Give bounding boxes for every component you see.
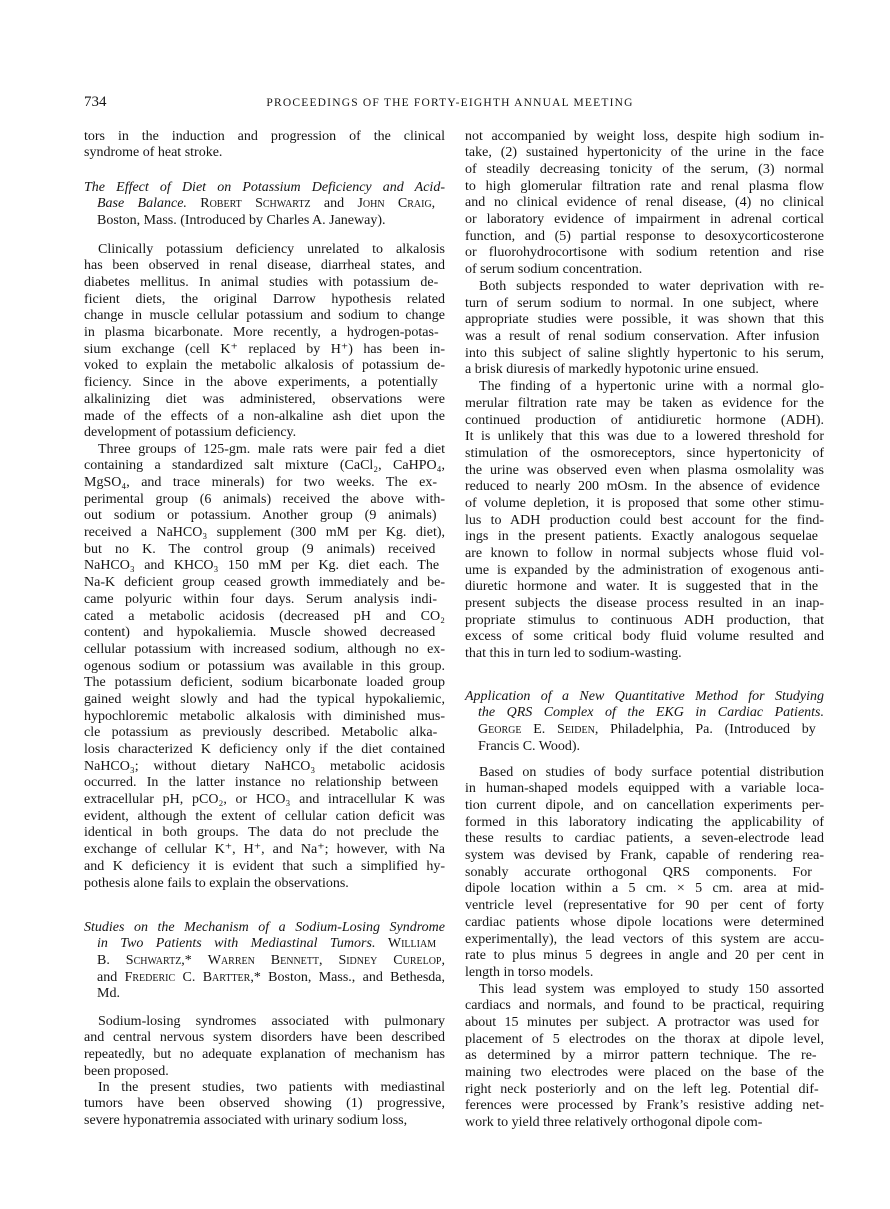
line-text: right neck posteriorly and on the left leg. Potential dif- [465, 1081, 819, 1097]
line-text: The potassium deficient, sodium bicarbonate loaded group [84, 675, 445, 691]
title-text: The Effect of Diet on Potassium Deficiency and Acid- [84, 179, 445, 195]
text-line [465, 446, 824, 463]
title-text: Base Balance. [97, 196, 187, 212]
text-line [465, 296, 824, 313]
line-text: ume is expanded by the administration of exogenous anti- [465, 562, 824, 578]
text-line [465, 613, 824, 630]
line-text: and K deficiency it is evident that such a simplified hy- [84, 858, 445, 874]
line-text: gained weight slowly and had the typical hypokaliemic, [84, 691, 445, 707]
line-text: It is unlikely that this was due to a lowered threshold for [465, 429, 824, 445]
line-text: pothesis alone fails to explain the observations. [84, 875, 349, 891]
text-line [465, 965, 824, 982]
line-text: rate to plus minus 5 degrees in angle and 20 per cent in [465, 948, 824, 964]
line-text: system was devised by Frank, capable of rendering rea- [465, 848, 824, 864]
text-line [84, 775, 445, 792]
line-text: In the present studies, two patients with mediastinal [98, 1079, 445, 1095]
line-text [97, 213, 386, 230]
line-text: ferences were processed by Frank’s resistive adding net- [465, 1098, 824, 1114]
line-text: containing a standardized salt mixture (CaCl₂, CaHPO₄, [84, 458, 445, 474]
text-line [465, 479, 824, 496]
line-text [97, 986, 120, 1003]
text-line [84, 525, 445, 542]
text-line [84, 1113, 445, 1130]
text-line [465, 739, 824, 756]
line-text: sonably accurate orthogonal QRS components. For [465, 864, 812, 880]
line-text: Clinically potassium deficiency unrelated to alkalosis [98, 241, 445, 257]
author-name: Bartter [202, 969, 251, 985]
line-text: Both subjects responded to water deprivation with re- [479, 278, 824, 294]
paragraph [84, 1014, 445, 1081]
text-line [84, 292, 445, 309]
text-line [465, 195, 824, 212]
line-text: function, and (5) partial response to desoxycorticosterone [465, 228, 824, 244]
text-line [465, 563, 824, 580]
text-line [84, 609, 445, 626]
line-text: Based on studies of body surface potential distribution [479, 764, 824, 780]
line-text: content) and hypokaliemia. Muscle showed decreased [84, 625, 436, 641]
text-line [465, 529, 824, 546]
plain-text: B. [97, 953, 126, 969]
text-line [465, 396, 824, 413]
line-text: ficient diets, the original Darrow hypothesis related [84, 291, 445, 307]
text-line [465, 579, 824, 596]
text-line [465, 1115, 824, 1132]
plain-text: Boston, Mass. (Introduced by Charles A. Janeway). [97, 213, 386, 229]
line-text: evident, although the extent of cellular cation deficit was [84, 808, 445, 824]
line-text: and no clinical evidence of renal disease, (4) no clinical [465, 195, 824, 211]
abstract-heading [84, 920, 445, 1003]
text-line [84, 970, 445, 987]
line-text: in plasma bicarbonate. More recently, a hydrogen-potas- [84, 325, 439, 341]
text-line [84, 242, 445, 259]
line-text: to high glomerular filtration rate and renal plasma flow [465, 178, 824, 194]
line-text: development of potassium deficiency. [84, 425, 297, 441]
author-name: Sidney Curelop [338, 953, 442, 969]
text-line [465, 413, 824, 430]
text-line [84, 725, 445, 742]
line-text: excess of some critical body fluid volume resulted and [465, 629, 824, 645]
line-text: syndrome of heat stroke. [84, 145, 223, 161]
text-line [465, 881, 824, 898]
text-line [465, 722, 824, 739]
line-text: cle potassium as previously described. Metabolic alka- [84, 725, 438, 741]
line-text [97, 936, 436, 953]
plain-text: , Philadelphia, Pa. (Introduced by [594, 722, 816, 738]
line-text: work to yield three relatively orthogonal dipole com- [465, 1115, 763, 1131]
text-line [84, 458, 445, 475]
text-line [465, 705, 824, 722]
line-text [97, 196, 435, 213]
text-line [84, 409, 445, 426]
line-text [478, 739, 580, 756]
text-line [84, 759, 445, 776]
line-text: appropriate studies were possible, it was shown that this [465, 312, 824, 328]
paragraph [465, 129, 824, 279]
author-name: Robert Schwartz [200, 196, 311, 212]
text-line [84, 709, 445, 726]
text-line [465, 429, 824, 446]
line-text: cellular potassium with increased sodium, although no ex- [84, 641, 445, 657]
text-line [465, 129, 824, 146]
line-text: NaHCO₃ and KHCO₃ 150 mM per Kg. diet each. The [84, 558, 440, 574]
text-line [84, 1014, 445, 1031]
line-text [478, 705, 824, 722]
plain-text [375, 936, 387, 951]
text-line [84, 475, 445, 492]
text-line [84, 358, 445, 375]
text-line [84, 196, 445, 213]
plain-text: , [441, 953, 445, 969]
line-text: and central nervous system disorders have been described [84, 1030, 445, 1046]
page-number: 734 [84, 94, 107, 110]
text-line [465, 596, 824, 613]
text-line [84, 180, 445, 197]
text-line [465, 513, 824, 530]
text-line [465, 915, 824, 932]
text-line [465, 798, 824, 815]
abstract-heading [465, 689, 824, 756]
text-line [465, 346, 824, 363]
plain-text [187, 196, 200, 211]
text-line [84, 542, 445, 559]
text-line [84, 842, 445, 859]
line-text: placement of 5 electrodes on the thorax at dipole level, [465, 1031, 824, 1047]
text-line [465, 1065, 824, 1082]
plain-text: , [319, 953, 339, 969]
text-line [465, 496, 824, 513]
author-name: George E. Seiden [478, 722, 595, 738]
text-line [465, 1098, 824, 1115]
plain-text: , [431, 196, 436, 212]
line-text: identical in both groups. The data do not preclude the [84, 825, 439, 841]
text-line [84, 508, 445, 525]
text-line [84, 675, 445, 692]
title-text: in Two Patients with Mediastinal Tumors. [97, 936, 376, 952]
text-line [84, 492, 445, 509]
text-line [84, 442, 445, 459]
paragraph [465, 982, 824, 1132]
line-text: ings in the present patients. Exactly analogous sequelae [465, 529, 818, 545]
text-line [84, 936, 445, 953]
line-text: these results to cardiac patients, a seven-electrode lead [465, 831, 824, 847]
line-text: that this in turn led to sodium-wasting. [465, 646, 682, 662]
line-text: of serum sodium concentration. [465, 262, 643, 278]
line-text [478, 722, 816, 739]
line-text: as determined by a mirror pattern technique. The re- [465, 1048, 817, 1064]
text-line [465, 932, 824, 949]
line-text: perimental group (6 animals) received the above with- [84, 491, 445, 507]
line-text: occurred. In the latter instance no relationship between [84, 775, 439, 791]
paragraph [84, 1080, 445, 1130]
text-line [84, 1096, 445, 1113]
line-text: dipole location within a 5 cm. × 5 cm. area at mid- [465, 881, 824, 897]
text-line [465, 765, 824, 782]
text-line [465, 312, 824, 329]
text-line [84, 825, 445, 842]
author-name: William [387, 936, 437, 952]
text-line [84, 325, 445, 342]
text-line [84, 592, 445, 609]
line-text [84, 180, 445, 197]
line-text: severe hyponatremia associated with urinary sodium loss, [84, 1113, 408, 1129]
line-text: about 15 minutes per subject. A protractor was used for [465, 1015, 820, 1031]
line-text [97, 953, 445, 970]
line-text: cated a metabolic acidosis (decreased pH and CO₂ [84, 608, 445, 624]
line-text [84, 920, 445, 937]
line-text: ogenous sodium or potassium was available in this group. [84, 658, 445, 674]
plain-text: C. [175, 969, 203, 985]
line-text: in human-shaped models equipped with a variable loca- [465, 781, 824, 797]
plain-text: and [97, 969, 125, 985]
text-line [84, 392, 445, 409]
line-text: turn of serum sodium to normal. In one subject, where [465, 295, 819, 311]
line-text: been proposed. [84, 1063, 169, 1079]
line-text: the urine was observed even when plasma osmolality was [465, 462, 824, 478]
text-line [465, 1032, 824, 1049]
line-text: into this subject of saline slightly hypertonic to his serum, [465, 345, 824, 361]
line-text: extracellular pH, pCO₂, or HCO₃ and intracellular K was [84, 792, 445, 808]
line-text: tumors have been observed showing (1) progressive, [84, 1096, 445, 1112]
line-text: alkalinizing diet was administered, observations were [84, 391, 445, 407]
line-text: voked to explain the metabolic alkalosis of potassium de- [84, 358, 445, 374]
text-line [465, 245, 824, 262]
line-text [97, 970, 445, 987]
line-text: formed in this laboratory indicating the applicability of [465, 814, 824, 830]
text-line [84, 920, 445, 937]
author-name: Schwartz [125, 953, 182, 969]
text-line [465, 162, 824, 179]
text-line [84, 792, 445, 809]
text-line [465, 379, 824, 396]
plain-text: Md. [97, 986, 120, 1002]
line-text: change in muscle cellular potassium and sodium to change [84, 308, 445, 324]
text-line [84, 129, 445, 146]
line-text: exchange of cellular K⁺, H⁺, and Na⁺; however, with Na [84, 842, 445, 858]
line-text: diabetes mellitus. In animal studies with potassium de- [84, 275, 439, 291]
text-line [465, 145, 824, 162]
text-line [84, 425, 445, 442]
text-line [465, 998, 824, 1015]
line-text: are known to follow in normal subjects whose fluid vol- [465, 546, 824, 562]
line-text: not accompanied by weight loss, despite high sodium in- [465, 128, 824, 144]
text-line [84, 986, 445, 1003]
text-line [465, 982, 824, 999]
line-text: repeatedly, but no adequate explanation of mechanism has [84, 1047, 445, 1063]
line-text: Na-K deficient group ceased growth immediately and be- [84, 575, 445, 591]
line-text: received a NaHCO₃ supplement (300 mM per Kg. diet), [84, 525, 445, 541]
line-text: has been observed in renal disease, diarrheal states, and [84, 258, 445, 274]
author-name: John Craig [357, 196, 432, 212]
paragraph [465, 379, 824, 663]
line-text: made of the effects of a non-alkaline ash diet upon the [84, 408, 445, 424]
line-text: losis characterized K deficiency only if the diet contained [84, 742, 445, 758]
text-line [84, 953, 445, 970]
text-line [84, 575, 445, 592]
line-text [465, 689, 824, 706]
line-text: length in torso models. [465, 964, 594, 980]
plain-text: ,* [181, 953, 208, 969]
line-text: ficiency. Since in the above experiments, a potentially [84, 375, 438, 391]
text-line [84, 692, 445, 709]
text-line [465, 212, 824, 229]
line-text: Three groups of 125-gm. male rats were pair fed a diet [98, 441, 445, 457]
line-text: of steadily decreasing tonicity of the serum, (3) normal [465, 162, 824, 178]
line-text: propriate stimulus to continuous ADH production, that [465, 612, 824, 628]
text-line [465, 229, 824, 246]
text-line [84, 1030, 445, 1047]
text-line [84, 859, 445, 876]
paragraph [84, 442, 445, 893]
line-text: continued production of antidiuretic hormone (ADH). [465, 412, 824, 428]
text-line [84, 659, 445, 676]
paragraph [465, 765, 824, 982]
text-line [84, 876, 445, 893]
text-line [465, 898, 824, 915]
text-line [84, 213, 445, 230]
text-line [465, 546, 824, 563]
line-text: cardiac patients whose dipole locations were determined [465, 914, 824, 930]
line-text: maining two electrodes were placed on the base of the [465, 1065, 824, 1081]
paragraph [84, 129, 445, 162]
text-line [465, 279, 824, 296]
text-line [465, 362, 824, 379]
line-text: of volume depletion, it is proposed that some other stimu- [465, 495, 824, 511]
text-line [84, 275, 445, 292]
text-line [465, 463, 824, 480]
text-line [465, 831, 824, 848]
text-line [84, 375, 445, 392]
line-text: MgSO₄, and trace minerals) for two weeks. The ex- [84, 475, 438, 491]
text-line [465, 179, 824, 196]
line-text: was a result of renal sodium conservation. After infusion [465, 329, 820, 344]
text-line [465, 1015, 824, 1032]
text-line [84, 145, 445, 162]
author-name: Warren Bennett [207, 953, 319, 969]
text-line [84, 742, 445, 759]
paragraph [465, 279, 824, 379]
plain-text: and [310, 196, 358, 212]
line-text: sium exchange (cell K⁺ replaced by H⁺) has been in- [84, 341, 445, 357]
line-text: came polyuric within four days. Serum analysis indi- [84, 591, 437, 607]
text-line [465, 848, 824, 865]
text-line [465, 781, 824, 798]
line-text: reduced to nearly 200 mOsm. In the absence of evidence [465, 479, 820, 495]
line-text: present subjects the disease process resulted in an inap- [465, 596, 824, 612]
line-text: take, (2) sustained hypertonicity of the urine in the face [465, 145, 824, 161]
text-line [465, 262, 824, 279]
text-line [465, 948, 824, 965]
text-line [84, 1080, 445, 1097]
text-line [465, 629, 824, 646]
line-text: but no K. The control group (9 animals) received [84, 541, 436, 557]
text-line [465, 689, 824, 706]
text-line [465, 1082, 824, 1099]
line-text: out sodium or potassium. Another group (9 animals) [84, 508, 437, 524]
text-line [84, 308, 445, 325]
text-line [84, 1064, 445, 1081]
line-text: The finding of a hypertonic urine with a normal glo- [479, 379, 824, 395]
text-line [84, 558, 445, 575]
line-text: cardiacs and normals, and found to be practical, requiring [465, 998, 824, 1014]
line-text: tors in the induction and progression of the clinical [84, 128, 445, 144]
text-line [84, 1047, 445, 1064]
text-line [465, 815, 824, 832]
running-title: PROCEEDINGS OF THE FORTY-EIGHTH ANNUAL MEETING [266, 97, 634, 109]
line-text: a brisk diuresis of markedly hypotonic urine ensued. [465, 362, 759, 378]
title-text: the QRS Complex of the EKG in Cardiac Patients. [478, 705, 824, 721]
text-line [84, 809, 445, 826]
text-line [465, 646, 824, 663]
text-line [465, 329, 824, 346]
line-text: Sodium-losing syndromes associated with pulmonary [98, 1013, 445, 1029]
abstract-heading [84, 180, 445, 230]
line-text: diuretic hormone and water. It is suggested that in the [465, 579, 819, 595]
line-text: or laboratory evidence of impairment in adrenal cortical [465, 212, 824, 228]
line-text: lus to ADH production could best account for the find- [465, 512, 824, 528]
line-text: NaHCO₃; without dietary NaHCO₃ metabolic acidosis [84, 758, 445, 774]
line-text: tion current dipole, and on cancellation experiments per- [465, 798, 824, 814]
text-line [465, 1048, 824, 1065]
text-line [84, 342, 445, 359]
line-text: experimentally), the lead vectors of this system are accu- [465, 931, 824, 947]
title-text: Application of a New Quantitative Method for Studying [465, 688, 824, 704]
author-name: Frederic [124, 969, 176, 985]
line-text: merular filtration rate may be taken as evidence for the [465, 395, 824, 411]
text-line [465, 865, 824, 882]
text-line [84, 642, 445, 659]
line-text: or fluorohydrocortisone with sodium retention and rise [465, 245, 824, 261]
line-text: stimulation of the osmoreceptors, since hypertonicity of [465, 445, 824, 461]
paragraph [84, 242, 445, 442]
line-text: ventricle level (representative for 90 per cent of forty [465, 898, 824, 914]
line-text: hypochloremic metabolic alkalosis with diminished mus- [84, 708, 445, 724]
plain-text: ,* Boston, Mass., and Bethesda, [250, 969, 446, 985]
text-line [84, 625, 445, 642]
text-line [84, 258, 445, 275]
plain-text: Francis C. Wood). [478, 738, 581, 754]
title-text: Studies on the Mechanism of a Sodium-Losing Syndrome [84, 919, 445, 935]
line-text: This lead system was employed to study 150 assorted [479, 981, 824, 997]
